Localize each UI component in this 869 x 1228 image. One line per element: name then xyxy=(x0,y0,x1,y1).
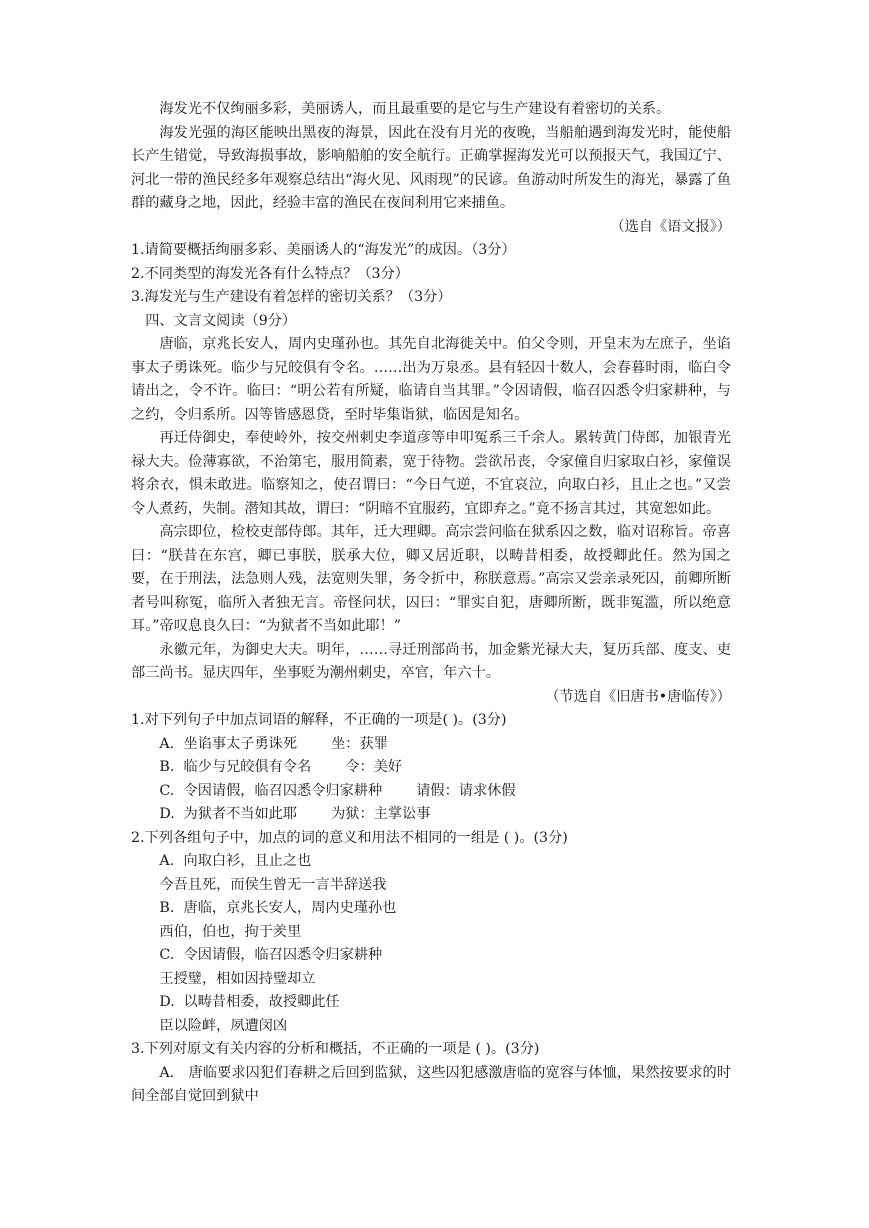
mc-question-2-stem: 2.下列各组句子中，加点的词的意义和用法不相同的一组是 ( )。(3分) xyxy=(131,829,568,846)
mc-question-1-option-d xyxy=(159,803,731,827)
mc-question-2-option-d-pair: 臣以险衅，夙遭闵凶 xyxy=(159,1017,288,1034)
option-letter: D. xyxy=(159,806,175,822)
passage1-paragraph-2: 海发光强的海区能映出黑夜的海景，因此在没有月光的夜晚，当船舶遇到海发光时，能使船长产生错觉，导致海损事故，影响船舶的安全航行。正确掌握海发光可以预报天气，我国辽宁、河北一带的渔民经多年观察总结出“海火见、风雨现”的民谚。鱼游动时所发生的海光，暴露了鱼群的藏身之地，因此，经验丰富的渔民在夜间利用它来捕鱼。 xyxy=(131,124,731,211)
classical-paragraph-4: 永徽元年，为御史大夫。明年，……寻迁刑部尚书，加金紫光禄大夫，复历兵部、度支、吏部三尚书。显庆四年，坐事贬为潮州刺史，卒官，年六十。 xyxy=(131,641,731,681)
option-gloss: 请假：请求休假 xyxy=(416,782,516,799)
option-text: 令因请假，临召囚悉令归家耕种 xyxy=(183,782,383,799)
option-letter: B. xyxy=(159,759,175,775)
classical-paragraph-2: 再迁侍御史，奉使岭外，按交州刺史李道彦等申叩冤系三千余人。累转黄门侍郎，加银青光禄大夫。俭薄寡欲，不治第宅，服用简素，宽于待物。尝欲吊丧，令家僮自归家取白衫，家僮误将余衣，惧未敢进。临察知之，使召谓曰：“今日气逆，不宜哀泣，向取白衫，且止之也。”又尝令人煮药，失制。潜知其故，谓曰：“阴暗不宜服药，宜即弃之。”竟不扬言其过，其宽恕如此。 xyxy=(131,430,731,517)
option-letter: C. xyxy=(159,947,175,963)
option-text: 为狱者不当如此耶 xyxy=(183,806,298,822)
option-text: 临少与兄皎俱有令名 xyxy=(183,759,312,775)
option-letter: A. xyxy=(159,853,175,869)
classical-source: （节选自《旧唐书•唐临传》） xyxy=(545,688,731,705)
option-gloss: 为狱：主掌讼事 xyxy=(331,806,431,822)
option-text: 以畴昔相委，故授卿此任 xyxy=(183,994,340,1010)
option-text: 令因请假，临召囚悉令归家耕种 xyxy=(183,947,383,963)
mc-question-1-option-b xyxy=(159,756,731,780)
option-letter: A. xyxy=(159,735,175,752)
option-text: 向取白衫，且止之也 xyxy=(183,853,312,869)
question1-2: 2.不同类型的海发光各有什么特点？（3分） xyxy=(131,265,409,282)
mc-question-1-stem: 1.对下列句子中加点词语的解释，不正确的一项是( )。(3分) xyxy=(131,712,507,728)
option-gloss: 坐：获罪 xyxy=(331,735,388,752)
question1-1: 1.请简要概括绚丽多彩、美丽诱人的“海发光”的成因。（3分） xyxy=(131,242,516,258)
option-letter: D. xyxy=(159,994,175,1010)
passage1-source: （选自《语文报》） xyxy=(610,218,731,235)
section-title: 四、文言文阅读（9分） xyxy=(145,312,297,329)
document-page xyxy=(131,98,731,1109)
option-text: 坐谄事太子勇诛死 xyxy=(183,735,298,752)
classical-paragraph-3: 高宗即位，检校吏部侍郎。其年，迁大理卿。高宗尝问临在狱系囚之数，临对诏称旨。帝喜曰：“朕昔在东宫，卿已事朕，朕承大位，卿又居近职，以畴昔相委，故授卿此任。然为国之要，在于刑法，法急则人残，法宽则失罪，务令折中，称朕意焉。”高宗又尝亲录死囚，前卿所断者号叫称冤，临所入者独无言。帝怪问状，囚曰：“罪实自犯，唐卿所断，既非冤滥，所以绝意耳。”帝叹息良久曰：“为狱者不当如此耶！” xyxy=(131,524,731,634)
question1-3: 3.海发光与生产建设有着怎样的密切关系？（3分） xyxy=(131,289,452,305)
mc-question-2-option-b-pair: 西伯，伯也，拘于羑里 xyxy=(159,923,302,940)
passage1-paragraph-1: 海发光不仅绚丽多彩，美丽诱人，而且最重要的是它与生产建设有着密切的关系。 xyxy=(159,101,671,117)
mc-question-1-option-a xyxy=(159,733,731,757)
option-letter: A. xyxy=(159,1064,175,1081)
mc-question-2-option-d xyxy=(159,991,731,1015)
mc-question-2-option-c xyxy=(159,944,731,968)
option-letter: B. xyxy=(159,900,175,916)
option-text: 唐临，京兆长安人，周内史瑾孙也 xyxy=(183,900,397,916)
option-letter: C. xyxy=(159,782,175,799)
mc-question-2-option-c-pair: 王授璧，相如因持璧却立 xyxy=(159,970,316,987)
option-gloss: 令：美好 xyxy=(345,759,403,775)
mc-question-2-option-a-pair: 今吾且死，而侯生曾无一言半辞送我 xyxy=(159,876,387,893)
mc-question-1-option-c xyxy=(159,780,731,804)
classical-paragraph-1: 唐临，京兆长安人，周内史瑾孙也。其先自北海徙关中。伯父令则，开皇末为左庶子，坐谄事太子勇诛死。临少与兄皎俱有令名。……出为万泉丞。县有轻囚十数人，会春暮时雨，临白令请出之，令不许。临曰：“明公若有所疑，临请自当其罪。”令因请假，临召囚悉令归家耕种，与之约，令归系所。囚等皆感恩贷，至时毕集诣狱，临因是知名。 xyxy=(131,336,731,423)
mc-question-2-option-a xyxy=(159,850,731,874)
mc-question-3-stem: 3.下列对原文有关内容的分析和概括，不正确的一项是 ( )。(3分) xyxy=(131,1041,540,1057)
mc-question-2-option-b xyxy=(159,897,731,921)
mc-question-3-option-a xyxy=(131,1062,731,1109)
option-text: 唐临要求囚犯们春耕之后回到监狱，这些囚犯感激唐临的宽容与体恤，果然按要求的时间全部自觉回到狱中 xyxy=(131,1064,731,1104)
